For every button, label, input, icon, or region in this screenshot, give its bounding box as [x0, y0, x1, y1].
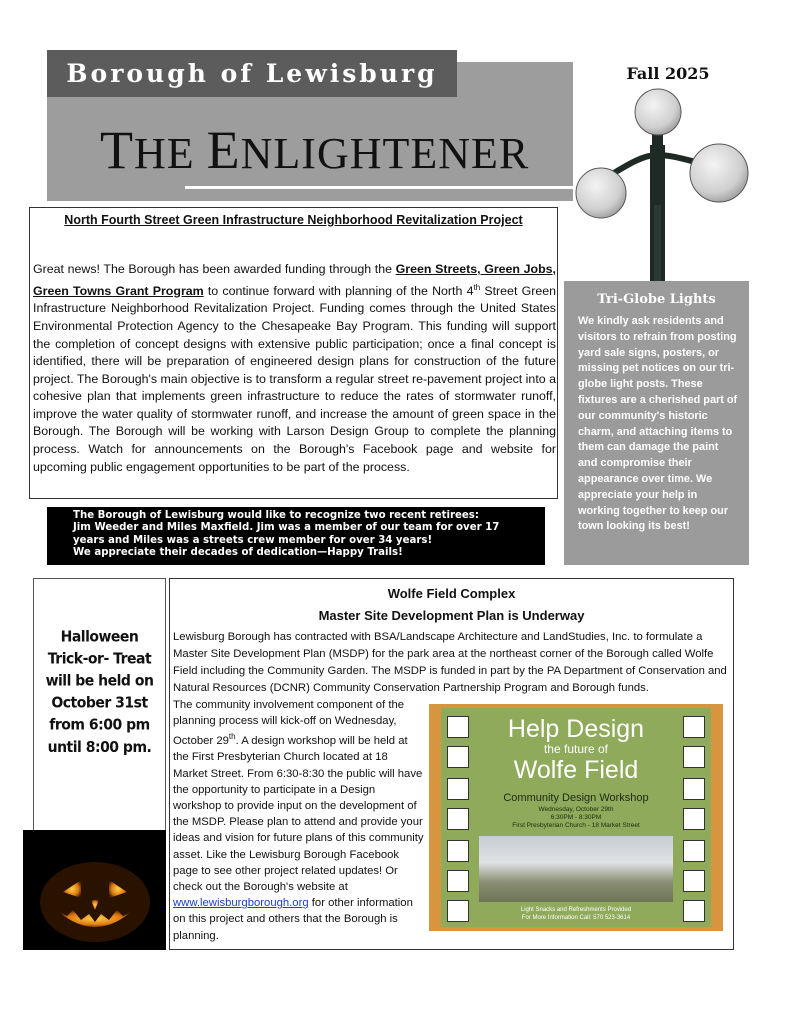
dog-walking-icon	[447, 870, 469, 892]
flyer-footer: Light Snacks and Refreshments Provided For More Information Call: 570 523-3614	[520, 907, 632, 921]
family-icon	[683, 778, 705, 800]
wolfe-subheading: Master Site Development Plan is Underway	[318, 608, 585, 623]
flyer-subline: the future of	[543, 742, 609, 756]
flyer-details: Wednesday, October 29th 6:30PM - 8:30PM First Presbyterian Church - 18 Market Street	[512, 806, 640, 829]
issue-date: Fall 2025	[626, 64, 710, 83]
recycle-icon-2	[683, 870, 705, 892]
runner-icon	[447, 746, 469, 768]
person-icon	[683, 900, 705, 922]
field-photo	[479, 836, 673, 902]
grant-program-name: Green Streets, Green Jobs, Green Towns Grant Program	[33, 262, 556, 298]
jack-o-lantern-image	[23, 830, 166, 950]
picnic-icon	[447, 716, 469, 738]
retirees-text: The Borough of Lewisburg would like to recognize two recent retirees: Jim Weeder and Miles Maxfield. Jim was a member of our team for over 17 years and Miles was a streets crew member for over 34 years! We appreciate their decades of dedication—Happy Trails!	[73, 510, 500, 559]
title-rule	[185, 186, 573, 189]
hiker-icon	[683, 746, 705, 768]
fishing-icon	[683, 840, 705, 862]
flyer-panel	[441, 708, 711, 927]
sidebar-body: We kindly ask residents and visitors to refrain from posting yard sale signs, posters, or missing pet notices on our tri-globe light posts. These fixtures are a cherished part of our community's historic charm, and attaching items to them can damage the paint and compromise their appearance over time. We appreciate your help in working together to keep our town looking its best!	[578, 315, 738, 533]
sidebar-title: Tri-Globe Lights	[597, 292, 716, 307]
article-heading: North Fourth Street Green Infrastructure Neighborhood Revitalization Project	[64, 213, 523, 227]
pavilion-icon	[447, 808, 469, 830]
halloween-notice: Halloween Trick-or- Treat will be held on October 31st from 6:00 pm until 8:00 pm.	[45, 628, 154, 756]
workshop-flyer	[429, 704, 723, 931]
flyer-event: Community Design Workshop	[503, 792, 649, 804]
borough-name: Borough of Lewisburg	[66, 59, 438, 88]
wolfe-heading: Wolfe Field Complex	[387, 586, 516, 601]
wolfe-intro: Lewisburg Borough has contracted with BSA/Landscape Architecture and LandStudies, Inc. to formulate a Master Site Development Plan (MSDP) for the park area at the northeast corner of the Borough called Wolfe Field including the Community Garden. The MSDP is funded in part by the PA Department of Conservation and Natural Resources (DCNR) Community Conservation Partnership Program and Borough funds.	[173, 631, 727, 694]
wolfe-body: The community involvement component of the planning process will kick-off on Wednesday, October 29th. A design workshop will be held at the First Presbyterian Church located at 18 Market Street. From 6:30-8:30 the public will have the opportunity to participate in a Design workshop to provide input on the development of the MSDP. Please plan to attend and provide your ideas and vision for future plans of this community asset. Like the Lewisburg Borough Facebook page to see other project related updates! Or check out the Borough's website at www.lewisburgborough.org for other information on this project and others that the Borough is planning.	[173, 699, 424, 942]
newsletter-title: THE ENLIGHTENER	[100, 120, 530, 180]
binoculars-icon	[683, 716, 705, 738]
flyer-headline: Help Design	[507, 715, 645, 743]
recycle-icon	[447, 778, 469, 800]
bicycle-icon	[447, 840, 469, 862]
borough-website-link[interactable]: www.lewisburgborough.org	[173, 897, 309, 910]
article-body: Great news! The Borough has been awarded funding through the Green Streets, Green Jobs, Green Towns Grant Program to continue forward with planning of the North 4th Street Green Infrastructure Neighborhood Revitalization Project. Funding comes through the United States Environmental Protection Agency to the Chesapeake Bay Program. This funding will support the completion of concept designs with extensive public participation; once a final concept is identified, there will be preparation of engineered design plans for construction of the future project. The Borough's main objective is to transform a regular street re-pavement project into a cohesive plan that implements green infrastructure to reduce the rates of stormwater runoff, improve the water quality of stormwater runoff, and increase the amount of green space in the Borough. The Borough will be working with Larson Design Group to complete the planning process. Watch for announcements on the Borough's Facebook page and website for upcoming public engagement opportunities to be part of the process.	[33, 262, 557, 474]
flyer-place: Wolfe Field	[513, 756, 639, 784]
playground-icon	[447, 900, 469, 922]
tri-globe-lamp-image	[570, 85, 755, 285]
walker-icon	[683, 808, 705, 830]
